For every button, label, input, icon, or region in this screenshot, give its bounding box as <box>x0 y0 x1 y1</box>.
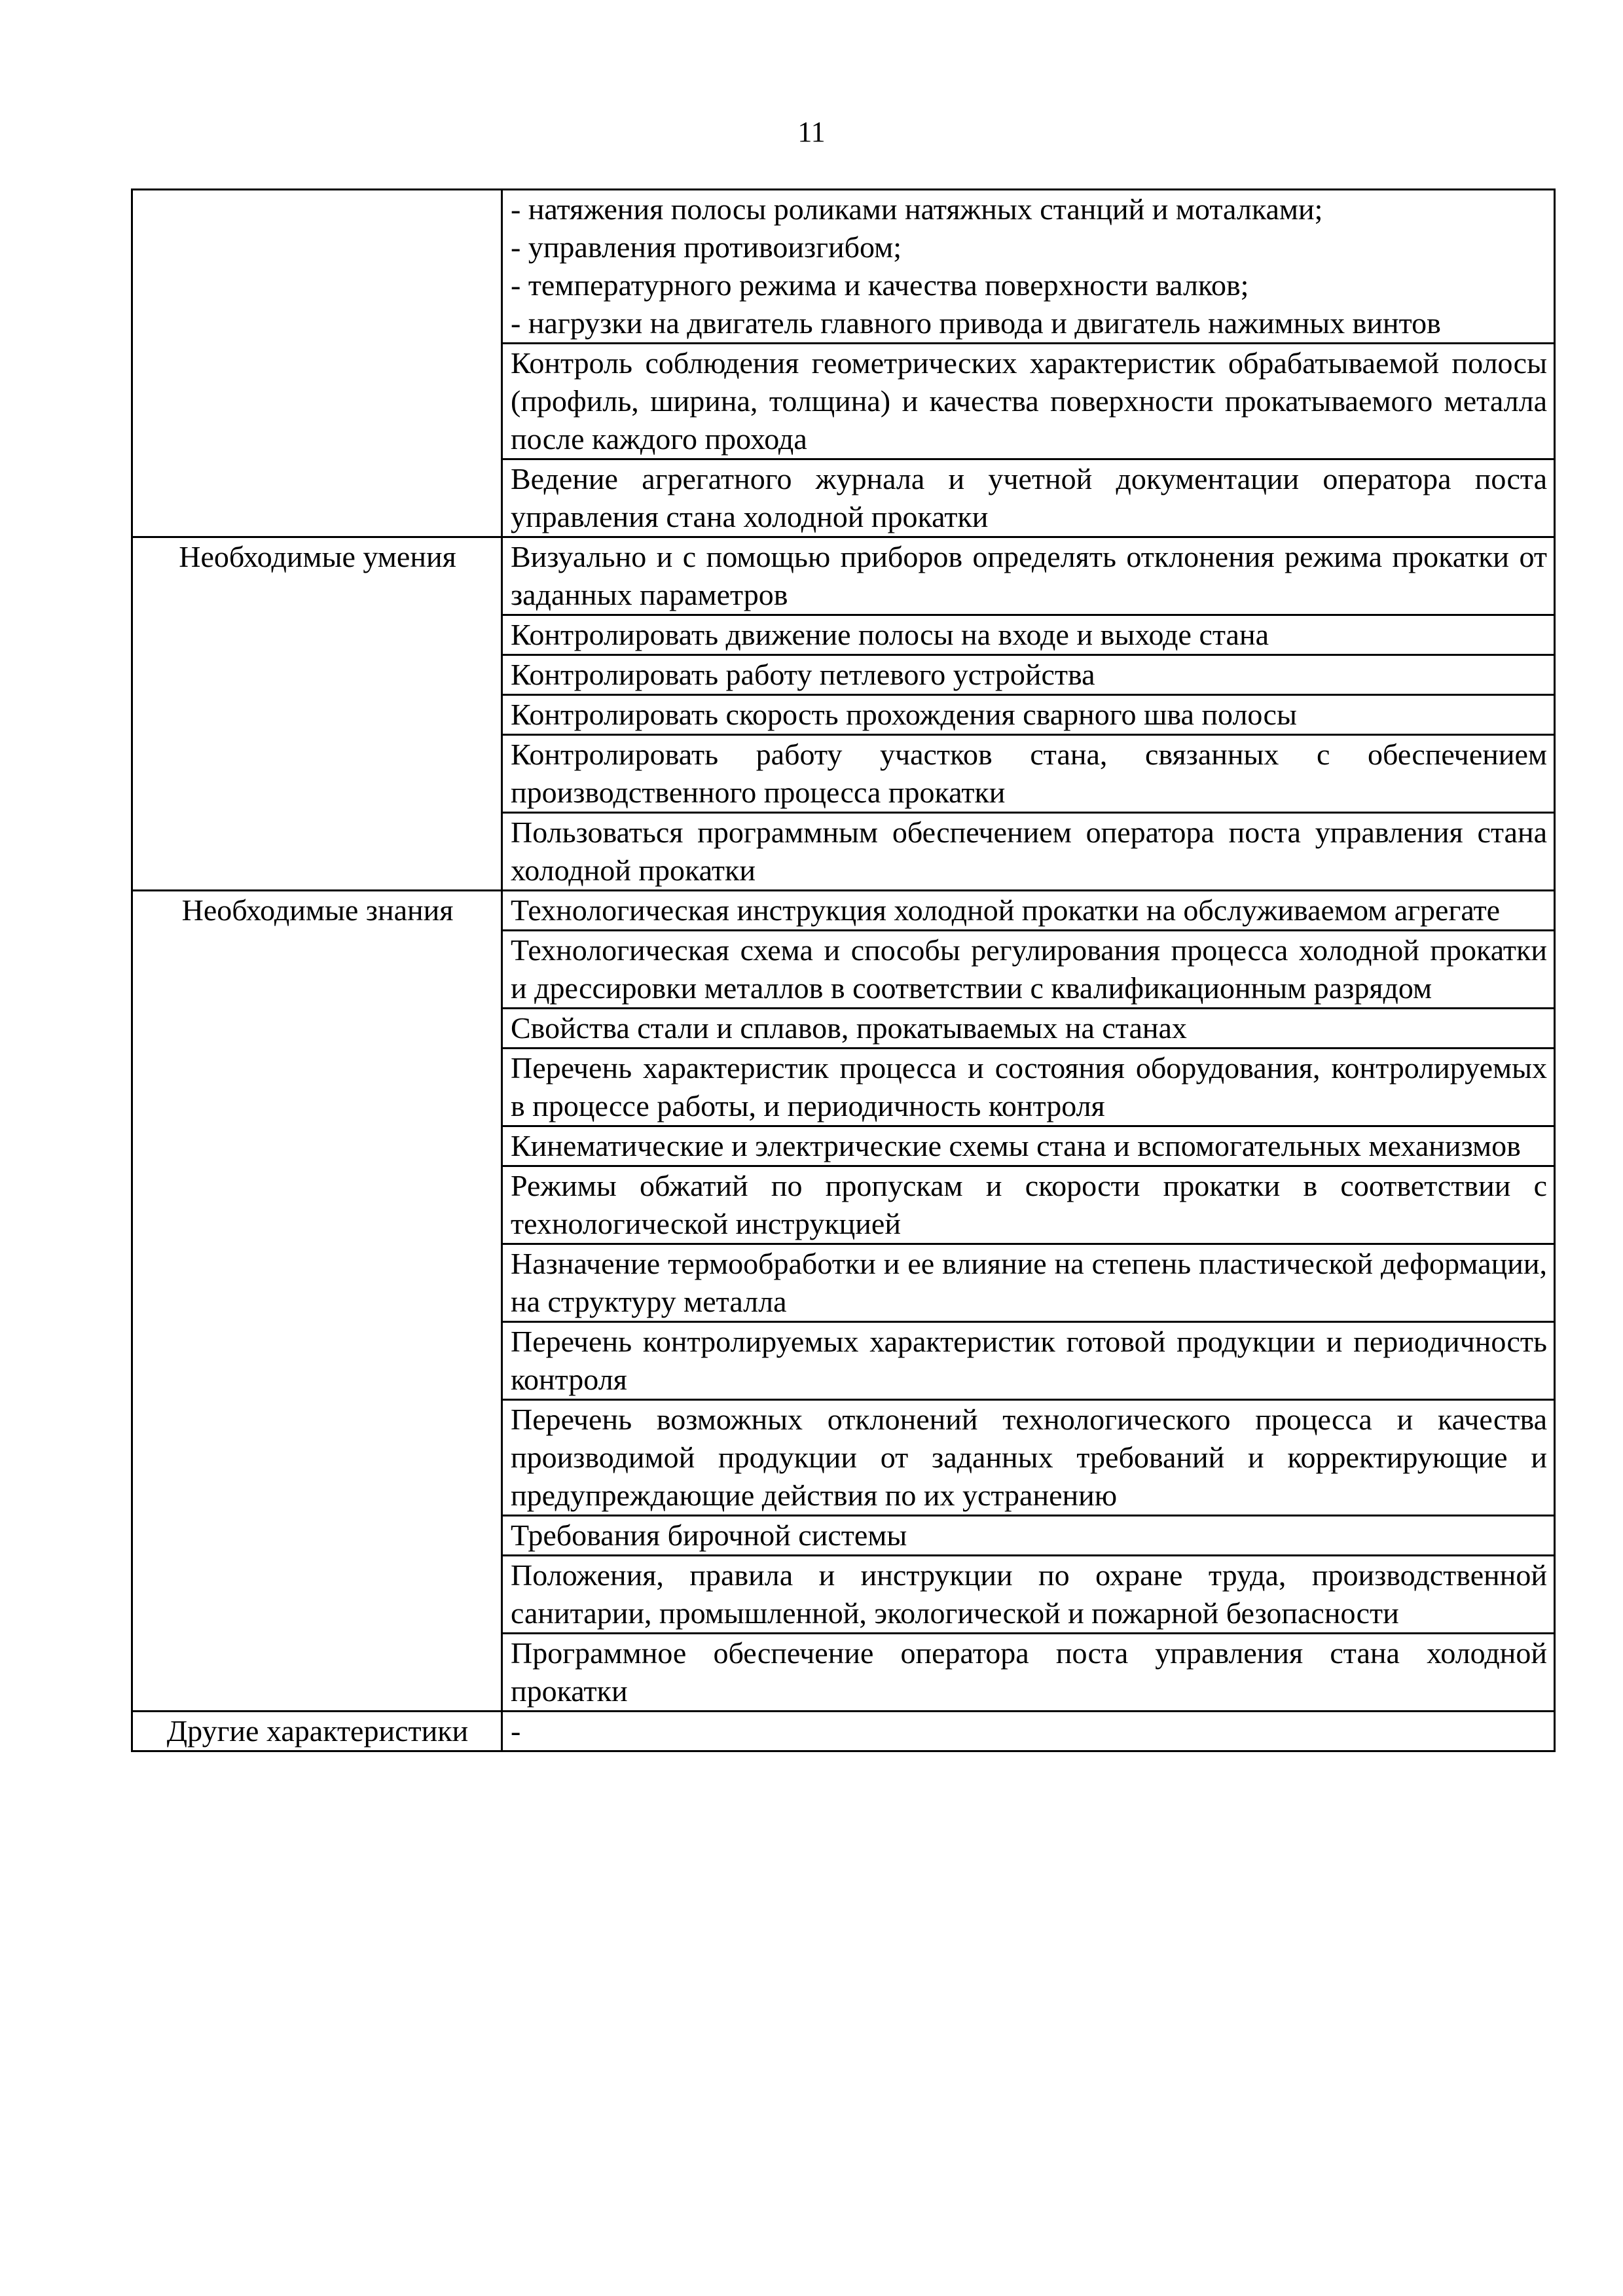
content-cell: Технологическая инструкция холодной прокатки на обслуживаемом агрегате <box>502 891 1555 931</box>
content-cell: Режимы обжатий по пропускам и скорости прокатки в соответствии с технологической инструкцией <box>502 1166 1555 1244</box>
list-line: - температурного режима и качества поверхности валков; <box>511 268 1249 302</box>
content-cell: Требования бирочной системы <box>502 1516 1555 1556</box>
list-line: - нагрузки на двигатель главного привода и двигатель нажимных винтов <box>511 306 1441 340</box>
content-cell: Перечень контролируемых характеристик готовой продукции и периодичность контроля <box>502 1322 1555 1400</box>
content-cell: Контролировать движение полосы на входе и выходе стана <box>502 615 1555 655</box>
content-cell-list <box>502 190 1555 344</box>
content-cell: Контролировать работу петлевого устройства <box>502 655 1555 695</box>
content-cell: Контролировать скорость прохождения сварного шва полосы <box>502 695 1555 735</box>
list-line: - натяжения полосы роликами натяжных станций и моталками; <box>511 192 1323 226</box>
row-label-other: Другие характеристики <box>132 1712 502 1751</box>
list-line: - управления противоизгибом; <box>511 230 902 264</box>
row-label-knowledge: Необходимые знания <box>132 891 502 1712</box>
content-cell: Ведение агрегатного журнала и учетной документации оператора поста управления стана холодной прокатки <box>502 459 1555 537</box>
content-cell: Пользоваться программным обеспечением оператора поста управления стана холодной прокатки <box>502 813 1555 891</box>
content-cell: Программное обеспечение оператора поста управления стана холодной прокатки <box>502 1634 1555 1712</box>
table-row <box>132 190 1555 344</box>
table-row <box>132 537 1555 615</box>
content-cell: Визуально и с помощью приборов определять отклонения режима прокатки от заданных параметров <box>502 537 1555 615</box>
content-cell: Кинематические и электрические схемы стана и вспомогательных механизмов <box>502 1126 1555 1166</box>
requirements-table <box>131 188 1556 1752</box>
content-cell: Технологическая схема и способы регулирования процесса холодной прокатки и дрессировки металлов в соответствии с квалификационным разрядом <box>502 931 1555 1009</box>
table-row <box>132 1712 1555 1751</box>
content-cell: Перечень характеристик процесса и состояния оборудования, контролируемых в процессе работы, и периодичность контроля <box>502 1049 1555 1126</box>
row-label-empty <box>132 190 502 537</box>
content-cell: Контролировать работу участков стана, связанных с обеспечением производственного процесса прокатки <box>502 735 1555 813</box>
content-cell: Назначение термообработки и ее влияние на степень пластической деформации, на структуру металла <box>502 1244 1555 1322</box>
table-row <box>132 891 1555 931</box>
content-cell: Перечень возможных отклонений технологического процесса и качества производимой продукции от заданных требований и корректирующие и предупреждающие действия по их устранению <box>502 1400 1555 1516</box>
content-cell: Контроль соблюдения геометрических характеристик обрабатываемой полосы (профиль, ширина, толщина) и качества поверхности прокатываемого металла после каждого прохода <box>502 344 1555 459</box>
content-cell: - <box>502 1712 1555 1751</box>
content-cell: Свойства стали и сплавов, прокатываемых на станах <box>502 1009 1555 1049</box>
page-number: 11 <box>797 116 826 148</box>
content-cell: Положения, правила и инструкции по охране труда, производственной санитарии, промышленной, экологической и пожарной безопасности <box>502 1556 1555 1634</box>
row-label-skills: Необходимые умения <box>132 537 502 891</box>
